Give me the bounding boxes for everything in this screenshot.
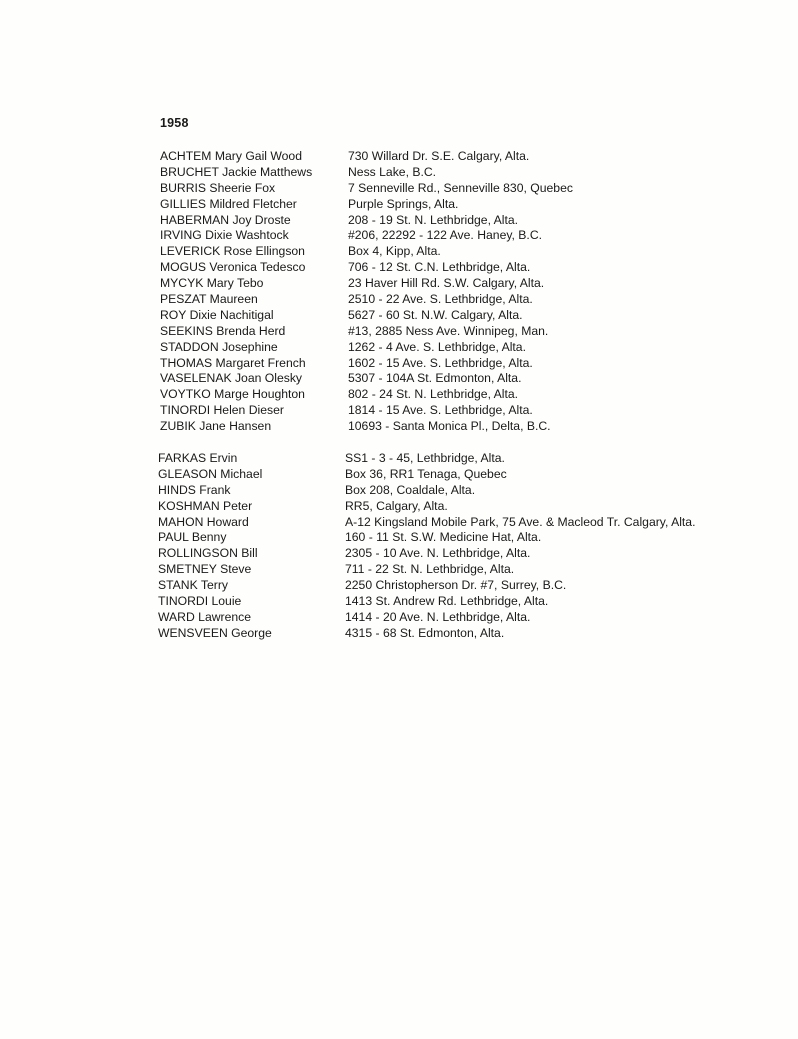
list-item [0,276,798,292]
person-name: GILLIES Mildred Fletcher [160,196,297,211]
person-address: A-12 Kingsland Mobile Park, 75 Ave. & Macleod Tr. Calgary, Alta. [345,514,696,529]
person-name: FARKAS Ervin [158,451,238,465]
list-item [0,260,798,276]
person-address: 1602 - 15 Ave. S. Lethbridge, Alta. [348,355,533,370]
list-item [0,149,798,165]
list-item [0,356,798,372]
list-item [0,181,798,197]
person-name: SEEKINS Brenda Herd [160,323,286,338]
person-address: 5307 - 104A St. Edmonton, Alta. [348,371,522,386]
list-item [0,451,798,467]
person-name: PESZAT Maureen [160,292,258,307]
list-item [0,594,798,610]
person-name: GLEASON Michael [158,466,263,481]
person-address: 2250 Christopherson Dr. #7, Surrey, B.C. [345,578,567,593]
person-name: MAHON Howard [158,514,249,529]
person-address: 7 Senneville Rd., Senneville 830, Quebec [348,180,573,195]
person-name: TINORDI Louie [158,594,242,609]
list-item [0,483,798,499]
person-name: KOSHMAN Peter [158,498,253,513]
person-name: HABERMAN Joy Droste [160,212,291,227]
person-name: BRUCHET Jackie Matthews [160,164,313,179]
list-item [0,578,798,594]
person-address: 802 - 24 St. N. Lethbridge, Alta. [348,387,519,402]
person-address: #206, 22292 - 122 Ave. Haney, B.C. [348,228,543,243]
list-item [0,515,798,531]
person-address: 23 Haver Hill Rd. S.W. Calgary, Alta. [348,276,545,291]
person-address: Purple Springs, Alta. [348,196,459,211]
person-name: STANK Terry [158,578,228,593]
person-name: IRVING Dixie Washtock [160,228,289,243]
person-address: Box 208, Coaldale, Alta. [345,482,476,497]
person-name: THOMAS Margaret French [160,355,306,370]
person-address: Ness Lake, B.C. [348,164,437,179]
person-address: 5627 - 60 St. N.W. Calgary, Alta. [348,307,523,322]
list-item [0,292,798,308]
person-name: WENSVEEN George [158,625,272,640]
list-item [0,403,798,419]
list-item [0,371,798,387]
person-address: #13, 2885 Ness Ave. Winnipeg, Man. [348,323,549,338]
women-list [0,149,798,435]
men-list [0,451,798,642]
person-name: VOYTKO Marge Houghton [160,387,305,402]
person-name: WARD Lawrence [158,609,252,624]
list-item [0,499,798,515]
list-item [0,562,798,578]
person-address: 2510 - 22 Ave. S. Lethbridge, Alta. [348,292,533,307]
list-item [0,340,798,356]
list-item [0,610,798,626]
list-item [0,165,798,181]
person-address: SS1 - 3 - 45, Lethbridge, Alta. [345,451,505,465]
list-item [0,546,798,562]
person-name: LEVERICK Rose Ellingson [160,244,305,259]
person-name: BURRIS Sheerie Fox [160,180,276,195]
list-item [0,530,798,546]
person-name: ROY Dixie Nachitigal [160,307,274,322]
person-name: PAUL Benny [158,530,227,545]
list-item [0,228,798,244]
person-name: MYCYK Mary Tebo [160,276,264,291]
list-item [0,387,798,403]
list-item [0,626,798,642]
person-address: 4315 - 68 St. Edmonton, Alta. [345,625,505,640]
list-item [0,308,798,324]
person-name: ACHTEM Mary Gail Wood [160,149,302,163]
year-heading: 1958 [160,116,189,130]
person-address: 208 - 19 St. N. Lethbridge, Alta. [348,212,519,227]
person-address: 1413 St. Andrew Rd. Lethbridge, Alta. [345,594,549,609]
person-address: 2305 - 10 Ave. N. Lethbridge, Alta. [345,546,531,561]
list-item [0,197,798,213]
person-address: 1262 - 4 Ave. S. Lethbridge, Alta. [348,339,526,354]
list-item [0,324,798,340]
person-address: RR5, Calgary, Alta. [345,498,448,513]
person-address: Box 4, Kipp, Alta. [348,244,441,259]
list-item [0,419,798,435]
person-address: 10693 - Santa Monica Pl., Delta, B.C. [348,419,551,434]
person-name: SMETNEY Steve [158,562,252,577]
list-item [0,213,798,229]
person-address: 711 - 22 St. N. Lethbridge, Alta. [345,562,515,577]
person-address: 1814 - 15 Ave. S. Lethbridge, Alta. [348,403,533,418]
person-address: Box 36, RR1 Tenaga, Quebec [345,466,507,481]
person-name: STADDON Josephine [160,339,278,354]
person-name: MOGUS Veronica Tedesco [160,260,306,275]
list-item [0,244,798,260]
list-item [0,467,798,483]
person-address: 160 - 11 St. S.W. Medicine Hat, Alta. [345,530,542,545]
person-address: 1414 - 20 Ave. N. Lethbridge, Alta. [345,609,531,624]
person-address: 730 Willard Dr. S.E. Calgary, Alta. [348,149,530,163]
person-name: HINDS Frank [158,482,231,497]
person-name: VASELENAK Joan Olesky [160,371,303,386]
person-address: 706 - 12 St. C.N. Lethbridge, Alta. [348,260,531,275]
person-name: TINORDI Helen Dieser [160,403,284,418]
person-name: ROLLINGSON Bill [158,546,258,561]
person-name: ZUBIK Jane Hansen [160,419,272,434]
